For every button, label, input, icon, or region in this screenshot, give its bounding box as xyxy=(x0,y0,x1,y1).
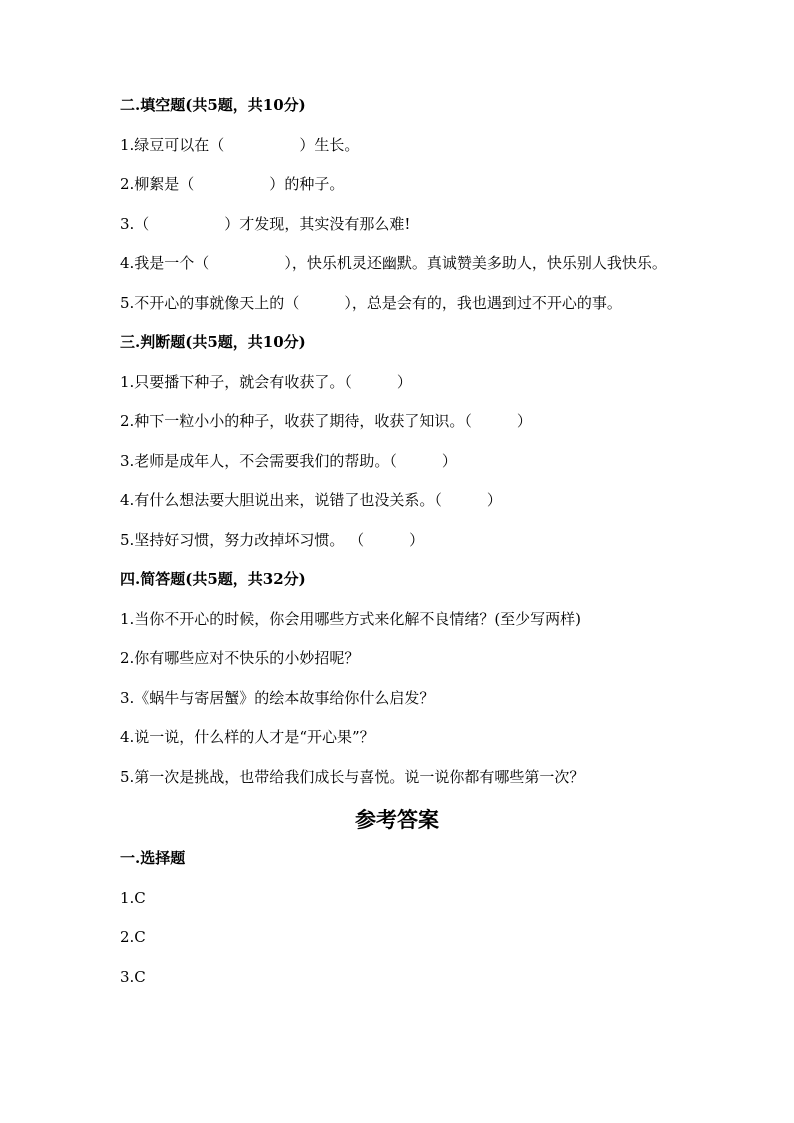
answer-item-2: 2.C xyxy=(120,928,146,946)
true-false-item-5: 5.坚持好习惯，努力改掉坏习惯。 （ ） xyxy=(120,530,425,549)
true-false-item-4: 4.有什么想法要大胆说出来，说错了也没关系。（ ） xyxy=(120,491,502,509)
fill-blank-item-3: 3.（ ）才发现，其实没有那么难! xyxy=(120,214,411,233)
fill-blank-item-4: 4.我是一个（ ），快乐机灵还幽默。真诚赞美多助人，快乐别人我快乐。 xyxy=(120,254,667,272)
fill-blank-heading: 二.填空题(共5题，共10分) xyxy=(120,96,306,114)
short-answer-heading: 四.简答题(共5题，共32分) xyxy=(120,570,306,588)
fill-blank-item-2: 2.柳絮是（ ）的种子。 xyxy=(120,175,345,193)
true-false-item-3: 3.老师是成年人，不会需要我们的帮助。（ ） xyxy=(120,451,457,470)
short-answer-item-4: 4.说一说，什么样的人才是“开心果”？ xyxy=(120,728,375,746)
answer-key-title: 参考答案 xyxy=(355,807,439,832)
answer-item-3: 3.C xyxy=(120,967,146,986)
document-content xyxy=(120,94,680,1005)
true-false-item-2: 2.种下一粒小小的种子，收获了期待，收获了知识。（ ） xyxy=(120,412,532,430)
short-answer-item-3: 3.《蜗牛与寄居蟹》的绘本故事给你什么启发？ xyxy=(120,688,435,707)
answer-item-1: 1.C xyxy=(120,888,146,907)
fill-blank-item-1: 1.绿豆可以在（ ）生长。 xyxy=(120,135,360,154)
short-answer-item-1: 1.当你不开心的时候，你会用哪些方式来化解不良情绪？(至少写两样) xyxy=(120,609,582,628)
short-answer-item-5: 5.第一次是挑战，也带给我们成长与喜悦。说一说你都有哪些第一次？ xyxy=(120,767,585,786)
short-answer-item-2: 2.你有哪些应对不快乐的小妙招呢？ xyxy=(120,649,360,667)
answer-choice-heading: 一.选择题 xyxy=(120,849,186,867)
true-false-heading: 三.判断题(共5题，共10分) xyxy=(120,333,306,351)
fill-blank-item-5: 5.不开心的事就像天上的（ ），总是会有的，我也遇到过不开心的事。 xyxy=(120,293,622,312)
true-false-item-1: 1.只要播下种子，就会有收获了。（ ） xyxy=(120,372,412,391)
